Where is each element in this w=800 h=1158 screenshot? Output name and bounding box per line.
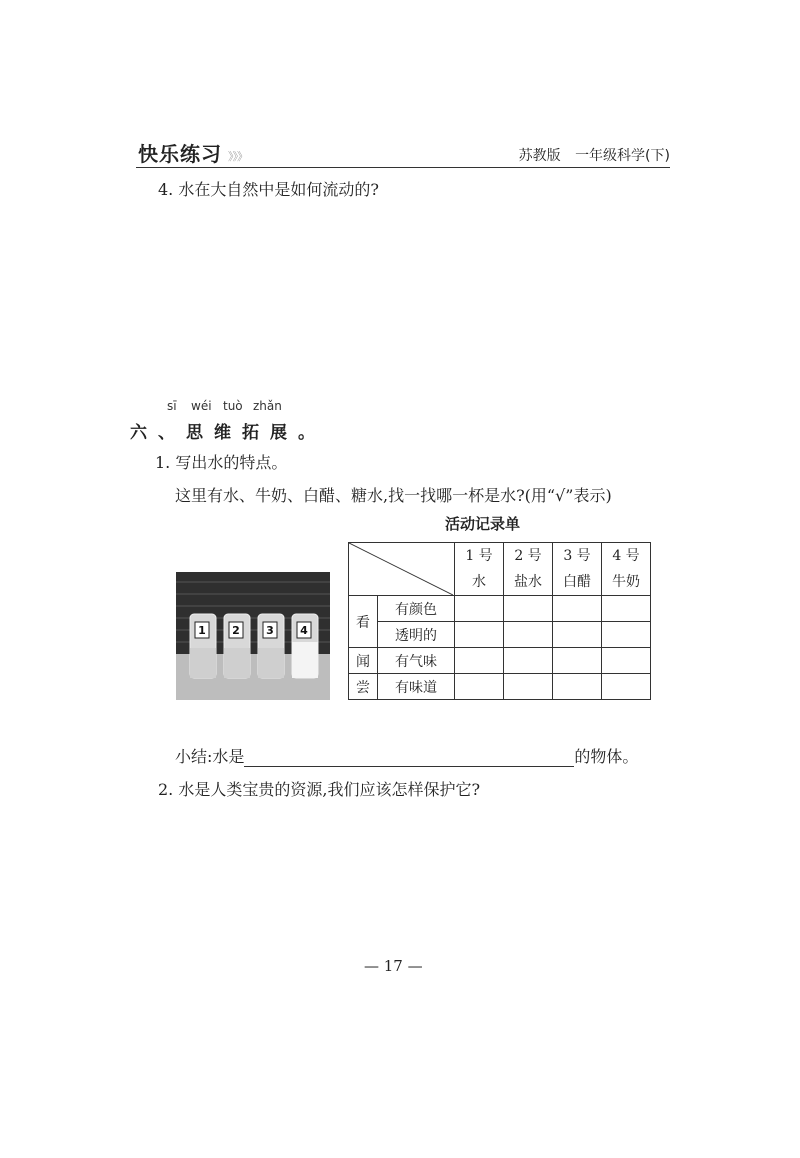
cup-label-1: 1 (198, 624, 206, 637)
header-divider (136, 167, 670, 168)
col-4-number: 4 号 (612, 548, 640, 564)
row-label-smell: 有气味 (378, 648, 455, 674)
check-cell[interactable] (455, 648, 504, 674)
answer-area-q4[interactable] (158, 205, 658, 385)
subject-label: 一年级科学(下) (575, 148, 670, 164)
col-header-4 (602, 543, 651, 596)
col-4-name: 牛奶 (612, 574, 640, 590)
col-header-2 (504, 543, 553, 596)
check-cell[interactable] (504, 596, 553, 622)
answer-area-q2[interactable] (158, 805, 658, 935)
header-edition (519, 145, 670, 165)
check-cell[interactable] (602, 596, 651, 622)
diagonal-line (349, 543, 453, 595)
check-cell[interactable] (504, 648, 553, 674)
sense-taste: 尝 (349, 674, 378, 700)
col-header-3 (553, 543, 602, 596)
diagonal-header-cell (349, 543, 455, 596)
check-cell[interactable] (455, 596, 504, 622)
summary-suffix: 的物体。 (574, 747, 639, 766)
record-sheet-title: 活动记录单 (445, 515, 521, 533)
pinyin-zhan: zhǎn (253, 399, 282, 413)
cup-label-2: 2 (232, 624, 240, 637)
check-cell[interactable] (504, 622, 553, 648)
cup-label-3: 3 (266, 624, 274, 637)
question-1-desc: 这里有水、牛奶、白醋、糖水,找一找哪一杯是水?(用“√”表示) (175, 486, 612, 505)
sense-smell: 闻 (349, 648, 378, 674)
cups-photo (176, 572, 330, 700)
edition-label: 苏教版 (518, 148, 561, 164)
col-2-name: 盐水 (514, 574, 542, 590)
cup-label-4: 4 (300, 624, 308, 637)
header-title: 快乐练习 (138, 142, 222, 166)
check-cell[interactable] (553, 622, 602, 648)
check-cell[interactable] (602, 674, 651, 700)
sense-look: 看 (349, 596, 378, 648)
summary-prefix: 小结:水是 (175, 747, 245, 766)
check-cell[interactable] (553, 648, 602, 674)
header-arrows: 》》》 (228, 150, 247, 163)
col-header-1 (455, 543, 504, 596)
record-table (348, 542, 651, 700)
section-title: 六、思维拓展。 (130, 423, 326, 443)
check-cell[interactable] (455, 622, 504, 648)
col-3-name: 白醋 (563, 574, 591, 590)
row-label-transparent: 透明的 (378, 622, 455, 648)
col-2-number: 2 号 (514, 548, 542, 564)
row-label-color: 有颜色 (378, 596, 455, 622)
pinyin-wei: wéi (191, 399, 212, 413)
row-label-taste: 有味道 (378, 674, 455, 700)
check-cell[interactable] (602, 648, 651, 674)
cups-illustration (176, 572, 330, 700)
pinyin-si: sī (167, 399, 177, 413)
col-1-name: 水 (472, 574, 486, 590)
page-number: — 17 — (364, 957, 423, 975)
col-3-number: 3 号 (563, 548, 591, 564)
question-4: 4. 水在大自然中是如何流动的? (158, 180, 379, 199)
summary-blank[interactable] (244, 748, 574, 767)
col-1-number: 1 号 (465, 548, 493, 564)
pinyin-tuo: tuò (223, 399, 243, 413)
check-cell[interactable] (553, 674, 602, 700)
summary-line (175, 744, 638, 767)
check-cell[interactable] (504, 674, 553, 700)
question-2: 2. 水是人类宝贵的资源,我们应该怎样保护它? (158, 780, 481, 799)
check-cell[interactable] (455, 674, 504, 700)
check-cell[interactable] (553, 596, 602, 622)
check-cell[interactable] (602, 622, 651, 648)
question-1-title: 1. 写出水的特点。 (155, 453, 288, 472)
